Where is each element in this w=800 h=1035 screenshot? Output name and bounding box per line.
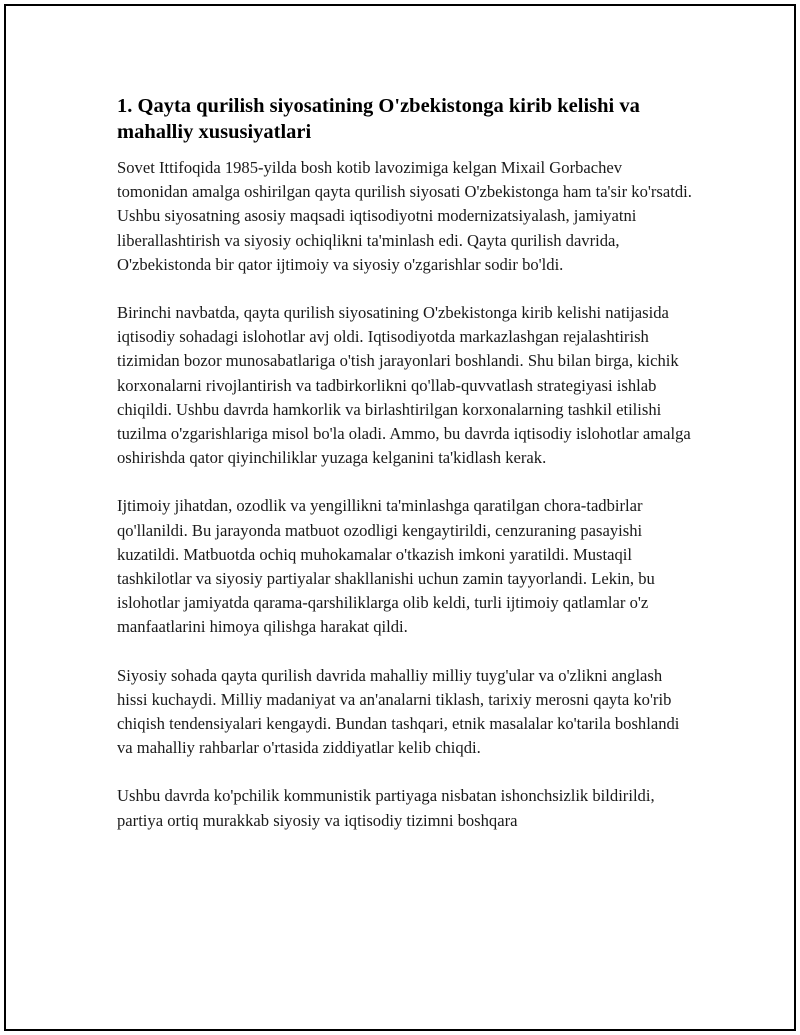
document-body — [117, 93, 692, 857]
paragraph-2: Birinchi navbatda, qayta qurilish siyosatining O'zbekistonga kirib kelishi natijasida iqtisodiy sohadagi islohotlar avj oldi. Iqtisodiyotda markazlashgan rejalashtirish tizimidan bozor munosabatlariga o'tish jarayonlari boshlandi. Shu bilan birga, kichik korxonalarni rivojlantirish va tadbirkorlikni qo'llab-quvvatlash strategiyasi ishlab chiqildi. Ushbu davrda hamkorlik va birlashtirilgan korxonalarning tashkil etilishi tuzilma o'zgarishlariga misol bo'la oladi. Ammo, bu davrda iqtisodiy islohotlar amalga oshirishda qator qiyinchiliklar yuzaga kelganini ta'kidlash kerak. — [117, 303, 691, 468]
paragraph-5: Ushbu davrda ko'pchilik kommunistik partiyaga nisbatan ishonchsizlik bildirildi, partiya ortiq murakkab siyosiy va iqtisodiy tizimni boshqara — [117, 786, 655, 830]
paragraph-1: Sovet Ittifoqida 1985-yilda bosh kotib lavozimiga kelgan Mixail Gorbachev tomonidan amalga oshirilgan qayta qurilish siyosati O'zbekistonga ham ta'sir ko'rsatdi. Ushbu siyosatning asosiy maqsadi iqtisodiyotni modernizatsiyalash, jamiyatni liberallashtirish va siyosiy ochiqlikni ta'minlash edi. Qayta qurilish davrida, O'zbekistonda bir qator ijtimoiy va siyosiy o'zgarishlar sodir bo'ldi. — [117, 158, 692, 274]
section-title: 1. Qayta qurilish siyosatining O'zbekistonga kirib kelishi va mahalliy xususiyatlari — [117, 95, 640, 143]
paragraph-3: Ijtimoiy jihatdan, ozodlik va yengillikni ta'minlashga qaratilgan chora-tadbirlar qo'llanildi. Bu jarayonda matbuot ozodligi kengaytirildi, cenzuraning pasayishi kuzatildi. Matbuotda ochiq muhokamalar o'tkazish imkoni yaratildi. Mustaqil tashkilotlar va siyosiy partiyalar shakllanishi uchun zamin tayyorlandi. Lekin, bu islohotlar jamiyatda qarama-qarshiliklarga olib keldi, turli ijtimoiy qatlamlar o'z manfaatlarini himoya qilishga harakat qildi. — [117, 496, 655, 637]
paragraph-4: Siyosiy sohada qayta qurilish davrida mahalliy milliy tuyg'ular va o'zlikni anglash hissi kuchaydi. Milliy madaniyat va an'analarni tiklash, tarixiy merosni qayta ko'rib chiqish tendensiyalari kengaydi. Bundan tashqari, etnik masalalar ko'tarila boshlandi va mahalliy rahbarlar o'rtasida ziddiyatlar kelib chiqdi. — [117, 665, 680, 758]
